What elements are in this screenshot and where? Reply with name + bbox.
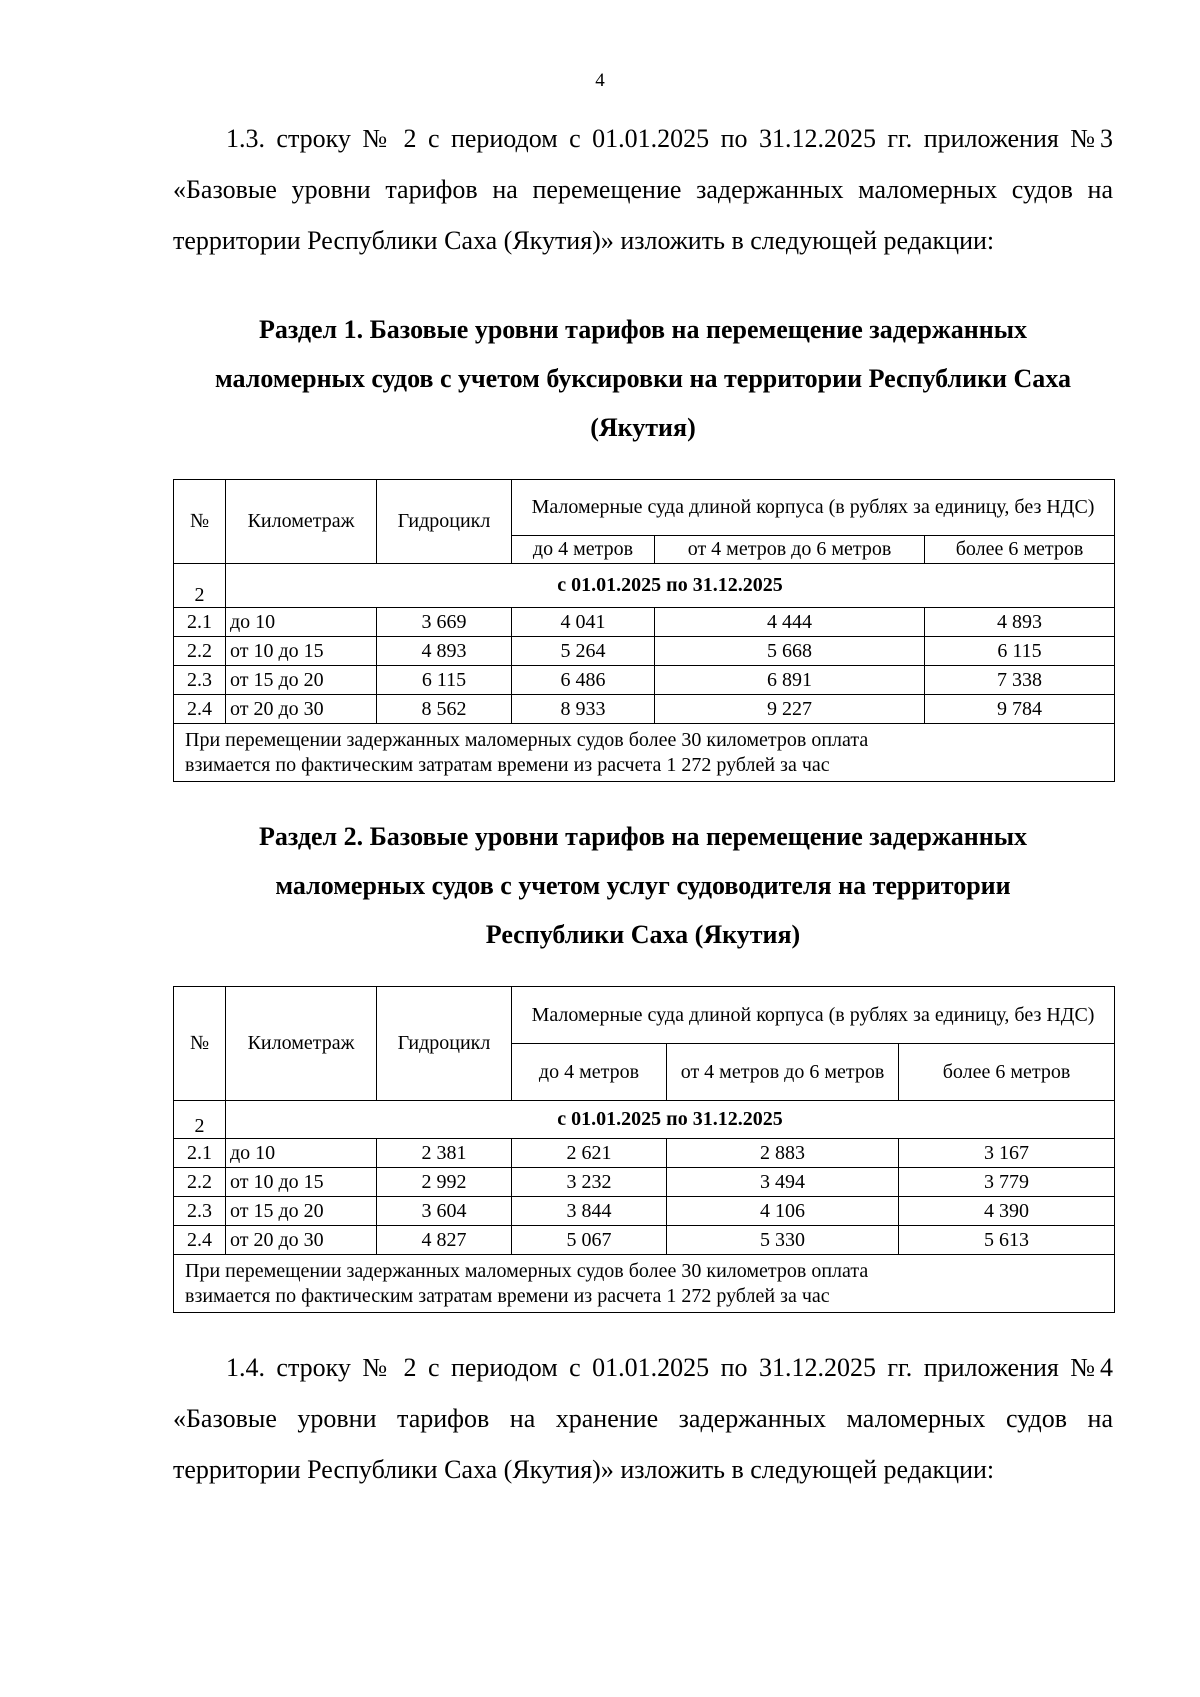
row-up-to-4m: 5 067 — [512, 1226, 667, 1255]
table-row — [174, 1226, 1115, 1255]
header-distance: Километраж — [226, 987, 377, 1101]
row-up-to-4m: 3 844 — [512, 1197, 667, 1226]
row-distance: от 20 до 30 — [226, 695, 377, 724]
row-over-6m: 3 779 — [899, 1168, 1115, 1197]
table-row — [174, 666, 1115, 695]
row-jetski: 3 604 — [377, 1197, 512, 1226]
row-4-to-6m: 5 668 — [655, 637, 925, 666]
row-number: 2.2 — [174, 1168, 226, 1197]
row-jetski: 6 115 — [377, 666, 512, 695]
row-distance: от 15 до 20 — [226, 1197, 377, 1226]
section-2-title-line-1: Раздел 2. Базовые уровни тарифов на перемещение задержанных — [258, 822, 1028, 851]
row-over-6m: 3 167 — [899, 1139, 1115, 1168]
row-over-6m: 6 115 — [925, 637, 1115, 666]
row-4-to-6m: 6 891 — [655, 666, 925, 695]
row-over-6m: 4 390 — [899, 1197, 1115, 1226]
row-distance: от 20 до 30 — [226, 1226, 377, 1255]
section-2-title-line-3: Республики Саха (Якутия) — [485, 920, 801, 949]
table-row — [174, 1139, 1115, 1168]
row-4-to-6m: 4 106 — [667, 1197, 899, 1226]
row-4-to-6m: 4 444 — [655, 608, 925, 637]
header-4-to-6m: от 4 метров до 6 метров — [655, 536, 925, 564]
table-note-line-1: При перемещении задержанных маломерных судов более 30 километров оплата — [185, 728, 869, 751]
section-2-tariff-table — [173, 986, 1115, 1313]
row-over-6m: 9 784 — [925, 695, 1115, 724]
paragraph-1-3: 1.3. строку № 2 с периодом с 01.01.2025 по 31.12.2025 гг. приложения №3 «Базовые уровни тарифов на перемещение задержанных маломерных судов на территории Республики Саха (Якутия)» изложить в следующей редакции: — [173, 124, 1113, 255]
row-distance: от 10 до 15 — [226, 637, 377, 666]
header-jetski: Гидроцикл — [377, 987, 512, 1101]
row-up-to-4m: 2 621 — [512, 1139, 667, 1168]
row-up-to-4m: 6 486 — [512, 666, 655, 695]
row-over-6m: 7 338 — [925, 666, 1115, 695]
row-number: 2.1 — [174, 608, 226, 637]
table-note — [174, 724, 1115, 782]
table-note-line-2: взимается по фактическим затратам времени из расчета 1 272 рублей за час — [185, 753, 830, 776]
header-number: № — [174, 480, 226, 564]
period-row-number: 2 — [174, 1101, 226, 1139]
table-row — [174, 1168, 1115, 1197]
period-row-number: 2 — [174, 564, 226, 608]
row-number: 2.2 — [174, 637, 226, 666]
row-distance: до 10 — [226, 1139, 377, 1168]
row-number: 2.4 — [174, 695, 226, 724]
row-4-to-6m: 9 227 — [655, 695, 925, 724]
header-up-to-4m: до 4 метров — [512, 1044, 667, 1101]
row-distance: от 10 до 15 — [226, 1168, 377, 1197]
row-jetski: 2 992 — [377, 1168, 512, 1197]
section-2-title-line-2: маломерных судов с учетом услуг судоводителя на территории — [275, 871, 1011, 900]
row-jetski: 2 381 — [377, 1139, 512, 1168]
header-vessels-group: Маломерные суда длиной корпуса (в рублях за единицу, без НДС) — [512, 987, 1115, 1044]
row-up-to-4m: 8 933 — [512, 695, 655, 724]
row-4-to-6m: 2 883 — [667, 1139, 899, 1168]
table-note-line-1: При перемещении задержанных маломерных судов более 30 километров оплата — [185, 1259, 869, 1282]
header-jetski: Гидроцикл — [377, 480, 512, 564]
table-note-line-2: взимается по фактическим затратам времени из расчета 1 272 рублей за час — [185, 1284, 830, 1307]
section-1-title-line-1: Раздел 1. Базовые уровни тарифов на перемещение задержанных — [258, 315, 1028, 344]
period-row: с 01.01.2025 по 31.12.2025 — [226, 1101, 1115, 1139]
row-over-6m: 4 893 — [925, 608, 1115, 637]
section-1-title-line-3: (Якутия) — [590, 413, 696, 442]
row-number: 2.4 — [174, 1226, 226, 1255]
row-number: 2.1 — [174, 1139, 226, 1168]
header-distance: Километраж — [226, 480, 377, 564]
row-jetski: 8 562 — [377, 695, 512, 724]
row-over-6m: 5 613 — [899, 1226, 1115, 1255]
table-row — [174, 637, 1115, 666]
row-number: 2.3 — [174, 1197, 226, 1226]
table-row — [174, 1197, 1115, 1226]
row-4-to-6m: 5 330 — [667, 1226, 899, 1255]
row-distance: от 15 до 20 — [226, 666, 377, 695]
header-number: № — [174, 987, 226, 1101]
header-vessels-group: Маломерные суда длиной корпуса (в рублях за единицу, без НДС) — [512, 480, 1115, 536]
row-number: 2.3 — [174, 666, 226, 695]
table-note — [174, 1255, 1115, 1313]
row-distance: до 10 — [226, 608, 377, 637]
table-row — [174, 608, 1115, 637]
row-up-to-4m: 4 041 — [512, 608, 655, 637]
row-jetski: 4 827 — [377, 1226, 512, 1255]
header-over-6m: более 6 метров — [899, 1044, 1115, 1101]
row-jetski: 4 893 — [377, 637, 512, 666]
row-jetski: 3 669 — [377, 608, 512, 637]
row-4-to-6m: 3 494 — [667, 1168, 899, 1197]
row-up-to-4m: 5 264 — [512, 637, 655, 666]
page-number: 4 — [595, 70, 605, 91]
section-1-title-line-2: маломерных судов с учетом буксировки на территории Республики Саха — [215, 364, 1071, 393]
section-1-tariff-table — [173, 479, 1115, 782]
row-up-to-4m: 3 232 — [512, 1168, 667, 1197]
header-up-to-4m: до 4 метров — [512, 536, 655, 564]
paragraph-1-4: 1.4. строку № 2 с периодом с 01.01.2025 по 31.12.2025 гг. приложения №4 «Базовые уровни тарифов на хранение задержанных маломерных судов на территории Республики Саха (Якутия)» изложить в следующей редакции: — [173, 1353, 1113, 1484]
header-over-6m: более 6 метров — [925, 536, 1115, 564]
table-row — [174, 695, 1115, 724]
header-4-to-6m: от 4 метров до 6 метров — [667, 1044, 899, 1101]
period-row: с 01.01.2025 по 31.12.2025 — [226, 564, 1115, 608]
